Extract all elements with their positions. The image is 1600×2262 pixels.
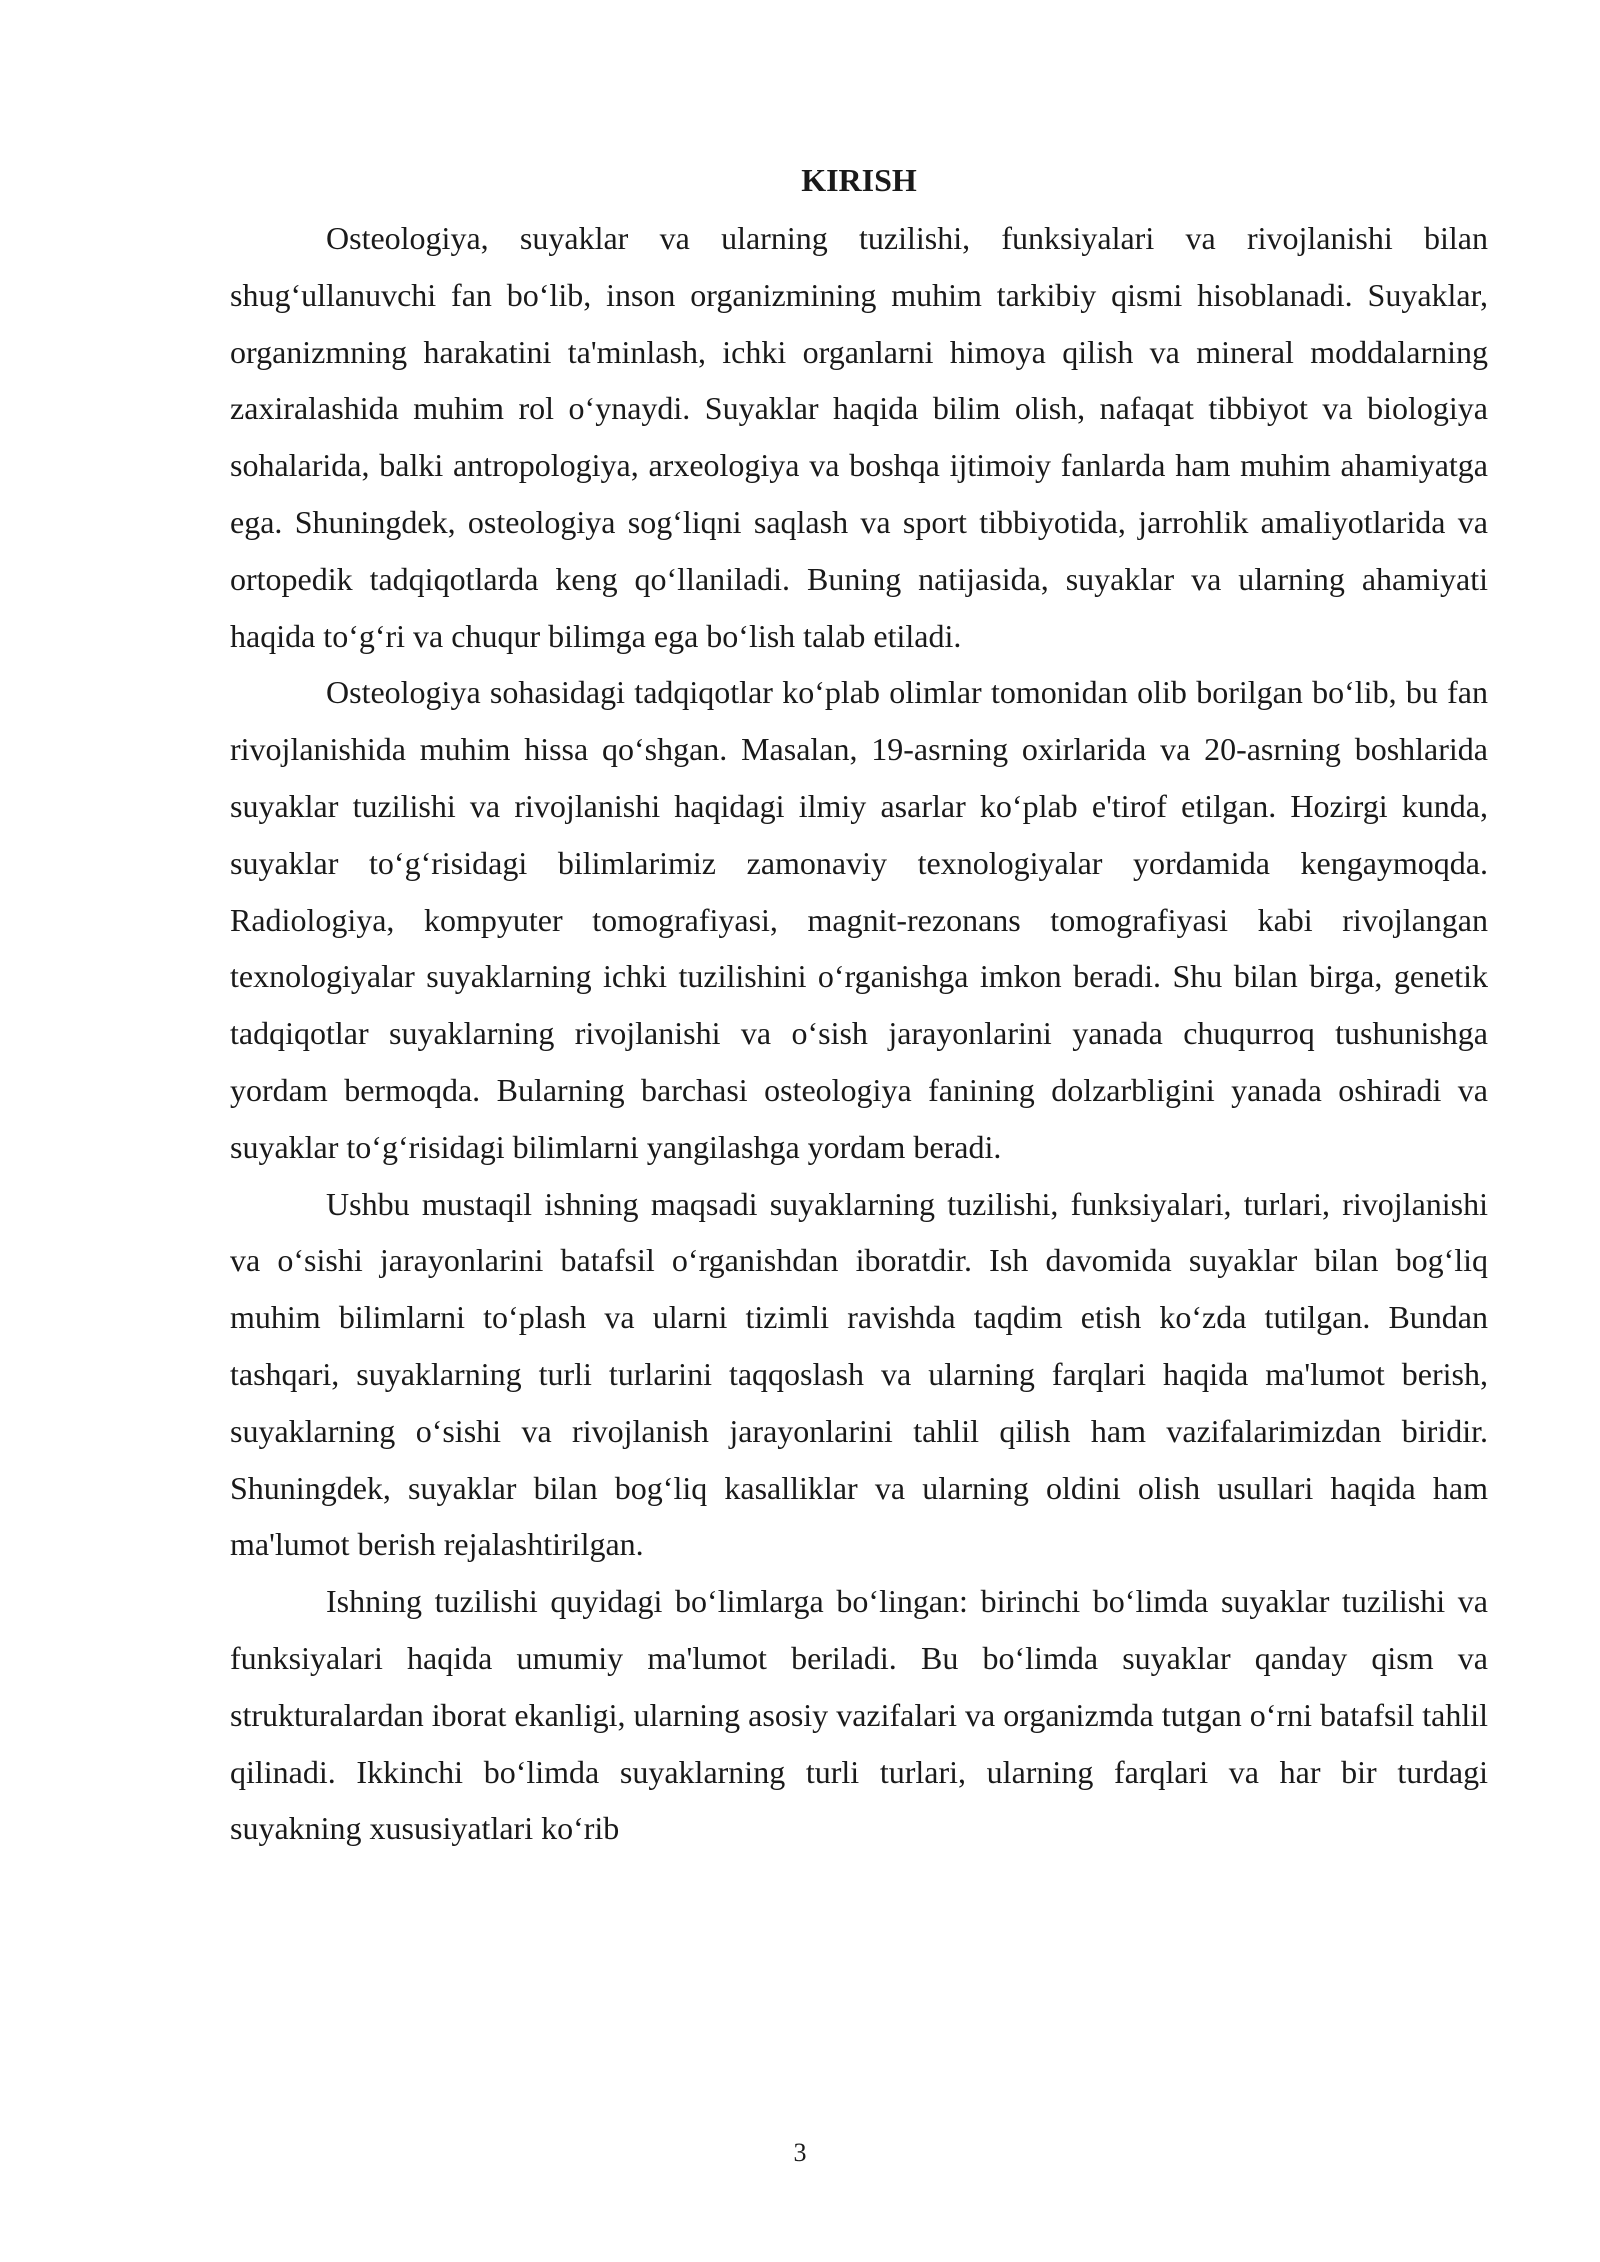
paragraph-intro: Osteologiya, suyaklar va ularning tuzilishi, funksiyalari va rivojlanishi bilan shug‘ullanuvchi fan bo‘lib, inson organizmining muhim tarkibiy qismi hisoblanadi. Suyaklar, organizmning harakatini ta'minlash, ichki organlarni himoya qilish va mineral moddalarning zaxiralashida muhim rol o‘ynaydi. Suyaklar haqida bilim olish, nafaqat tibbiyot va biologiya sohalarida, balki antropologiya, arxeologiya va boshqa ijtimoiy fanlarda ham muhim ahamiyatga ega. Shuningdek, osteologiya sog‘liqni saqlash va sport tibbiyotida, jarrohlik amaliyotlarida va ortopedik tadqiqotlarda keng qo‘llaniladi. Buning natijasida, suyaklar va ularning ahamiyati haqida to‘g‘ri va chuqur bilimga ega bo‘lish talab etiladi. [230,220,1488,654]
paragraph-structure: Ishning tuzilishi quyidagi bo‘limlarga bo‘lingan: birinchi bo‘limda suyaklar tuzilishi va funksiyalari haqida umumiy ma'lumot beriladi. Bu bo‘limda suyaklar qanday qism va strukturalardan iborat ekanligi, ularning asosiy vazifalari va organizmda tutgan o‘rni batafsil tahlil qilinadi. Ikkinchi bo‘limda suyaklarning turli turlari, ularning farqlari va har bir turdagi suyakning xususiyatlari ko‘rib [230,1583,1488,1847]
document-page [230,160,1488,1857]
paragraph-research: Osteologiya sohasidagi tadqiqotlar ko‘plab olimlar tomonidan olib borilgan bo‘lib, bu fan rivojlanishida muhim hissa qo‘shgan. Masalan, 19-asrning oxirlarida va 20-asrning boshlarida suyaklar tuzilishi va rivojlanishi haqidagi ilmiy asarlar ko‘plab e'tirof etilgan. Hozirgi kunda, suyaklar to‘g‘risidagi bilimlarimiz zamonaviy texnologiyalar yordamida kengaymoqda. Radiologiya, kompyuter tomografiyasi, magnit-rezonans tomografiyasi kabi rivojlangan texnologiyalar suyaklarning ichki tuzilishini o‘rganishga imkon beradi. Shu bilan birga, genetik tadqiqotlar suyaklarning rivojlanishi va o‘sish jarayonlarini yanada chuqurroq tushunishga yordam bermoqda. Bularning barchasi osteologiya fanining dolzarbligini yanada oshiradi va suyaklar to‘g‘risidagi bilimlarni yangilashga yordam beradi. [230,674,1488,1165]
page-number: 3 [793,2138,807,2167]
paragraph-goal: Ushbu mustaqil ishning maqsadi suyaklarning tuzilishi, funksiyalari, turlari, rivojlanishi va o‘sishi jarayonlarini batafsil o‘rganishdan iboratdir. Ish davomida suyaklar bilan bog‘liq muhim bilimlarni to‘plash va ularni tizimli ravishda taqdim etish ko‘zda tutilgan. Bundan tashqari, suyaklarning turli turlarini taqqoslash va ularning farqlari haqida ma'lumot berish, suyaklarning o‘sishi va rivojlanish jarayonlarini tahlil qilish ham vazifalarimizdan biridir. Shuningdek, suyaklar bilan bog‘liq kasalliklar va ularning oldini olish usullari haqida ham ma'lumot berish rejalashtirilgan. [230,1185,1488,1563]
document-title: KIRISH [801,162,917,198]
